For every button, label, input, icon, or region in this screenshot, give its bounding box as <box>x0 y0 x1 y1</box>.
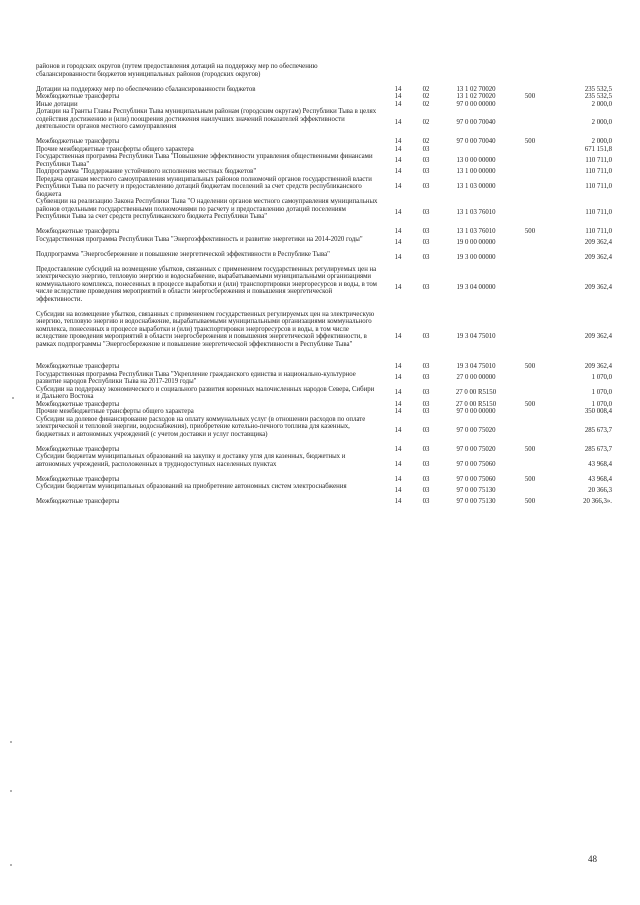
target-article-code: 97 0 00 75060 <box>456 460 496 468</box>
target-article-code: 19 0 00 00000 <box>456 239 496 247</box>
expense-type-code: 500 <box>524 498 536 505</box>
target-article-code: 19 3 04 75010 <box>456 363 496 370</box>
row-name: Межбюджетные трансферты <box>36 363 120 370</box>
amount: 285 673,7 <box>584 445 612 453</box>
section-code: 14 <box>394 498 402 505</box>
row-name: Субсидии бюджетам муниципальных образований на приобретение автономных систем электроснабжения <box>36 483 347 490</box>
section-code: 14 <box>394 145 402 153</box>
subsection-code: 02 <box>422 93 430 100</box>
page-number: 48 <box>588 854 597 864</box>
scan-speck <box>10 741 12 743</box>
section-code: 14 <box>394 445 402 453</box>
table-row <box>36 138 612 146</box>
subsection-code: 03 <box>422 254 430 262</box>
subsection-code: 03 <box>422 426 430 434</box>
subsection-code: 03 <box>422 228 430 235</box>
row-name: Субсидии на поддержку экономического и социального развития коренных малочисленных народов Севера, Сибири и Дальнего Востока <box>36 385 375 400</box>
subsection-code: 03 <box>422 156 430 164</box>
expense-type-code: 500 <box>524 400 536 408</box>
table-row <box>36 483 612 498</box>
subsection-code: 03 <box>422 239 430 247</box>
expense-type-code: 500 <box>524 138 536 145</box>
table-row <box>36 453 612 476</box>
target-article-code: 13 1 03 00000 <box>456 183 496 190</box>
subsection-code: 03 <box>422 145 430 153</box>
amount: 20 366,3 <box>588 486 612 494</box>
target-article-code: 13 1 00 00000 <box>456 168 496 175</box>
table-row <box>36 63 612 86</box>
target-article-code: 97 0 00 75020 <box>456 445 496 453</box>
row-name: Субвенции на реализацию Закона Республики Тыва "О наделении органов местного самоуправления муниципальных районов отдельными государственными полномочиями по расчету и предоставлению дотаций поселениям Республики Тыва за счет средств республиканского бюджета Республики Тыва" <box>36 198 378 220</box>
target-article-code: 13 0 00 00000 <box>456 156 496 164</box>
amount: 350 008,4 <box>584 408 612 415</box>
amount: 235 532,5 <box>584 85 612 93</box>
table-row <box>36 101 612 109</box>
target-article-code: 97 0 00 75130 <box>456 486 496 494</box>
target-article-code: 97 0 00 70040 <box>456 119 496 127</box>
row-name: Межбюджетные трансферты <box>36 400 120 408</box>
amount: 20 366,3». <box>583 498 612 505</box>
amount: 235 532,5 <box>584 93 612 100</box>
subsection-code: 03 <box>422 498 430 505</box>
subsection-code: 03 <box>422 460 430 468</box>
section-code: 14 <box>394 100 402 108</box>
subsection-code: 03 <box>422 475 430 483</box>
amount: 2 000,0 <box>591 138 612 145</box>
target-article-code: 27 0 00 R5150 <box>455 400 497 408</box>
amount: 209 362,4 <box>584 239 612 247</box>
row-name: Субсидии на возмещение убытков, связанных с применением государственных регулируемых цен на электрическую энергию, тепловую энергию и водоснабжение, вырабатываемыми муниципальными организациями коммунального комплекса, понесенных в процессе выработки и (или) транспортировки энергоресурсов и воды, в том числе вследствие проведения мероприятий в области энергосбережения и повышения энергетической эффективности, в рамках подпрограммы "Энергосбережение и повышение энергетической эффективности в Республике Тыва" <box>36 310 375 348</box>
amount: 2 000,0 <box>591 100 612 108</box>
table-row <box>36 498 612 506</box>
amount: 110 711,0 <box>585 183 612 190</box>
amount: 209 362,4 <box>584 254 612 262</box>
subsection-code: 03 <box>422 400 430 408</box>
table-row <box>36 476 612 484</box>
table-row <box>36 86 612 94</box>
section-code: 14 <box>394 93 402 100</box>
table-row <box>36 108 612 138</box>
row-name: Дотации на поддержку мер по обеспечению сбалансированности бюджетов <box>36 85 256 93</box>
table-row <box>36 236 612 251</box>
target-article-code: 19 3 04 75010 <box>456 333 496 340</box>
section-code: 14 <box>394 168 402 175</box>
section-code: 14 <box>394 138 402 145</box>
table-row <box>36 198 612 228</box>
section-code: 14 <box>394 426 402 434</box>
target-article-code: 97 0 00 00000 <box>456 100 496 108</box>
row-name: Субсидии бюджетам муниципальных образований на закупку и доставку угля для казенных, бюджетных и автономных учреждений, расположенных в труднодоступных населенных пунктах <box>36 453 346 468</box>
target-article-code: 97 0 00 75060 <box>456 475 496 483</box>
section-code: 14 <box>394 363 402 370</box>
row-name: Межбюджетные трансферты <box>36 93 120 100</box>
row-name: районов и городских округов (путем предоставления дотаций на поддержку мер по обеспечению сбалансированности бюджетов муниципальных районов (городских округов) <box>36 63 318 78</box>
section-code: 14 <box>394 374 402 382</box>
expense-type-code: 500 <box>524 228 536 235</box>
row-name: Подпрограмма "Энергосбережение и повышение энергетической эффективности в Республике Тыва" <box>36 250 330 258</box>
target-article-code: 97 0 00 00000 <box>456 408 496 415</box>
table-row <box>36 401 612 409</box>
row-name: Межбюджетные трансферты <box>36 498 120 505</box>
row-name: Межбюджетные трансферты <box>36 445 120 453</box>
expense-type-code: 500 <box>524 93 536 100</box>
row-name: Межбюджетные трансферты <box>36 475 120 483</box>
section-code: 14 <box>394 209 402 217</box>
table-row <box>36 146 612 154</box>
subsection-code: 03 <box>422 183 430 190</box>
target-article-code: 97 0 00 70040 <box>456 138 496 145</box>
subsection-code: 03 <box>422 333 430 340</box>
section-code: 14 <box>394 119 402 127</box>
row-name: Межбюджетные трансферты <box>36 138 120 145</box>
subsection-code: 03 <box>422 363 430 370</box>
section-code: 14 <box>394 254 402 262</box>
table-row <box>36 408 612 416</box>
subsection-code: 02 <box>422 119 430 127</box>
table-row <box>36 363 612 371</box>
amount: 43 968,4 <box>588 475 612 483</box>
section-code: 14 <box>394 239 402 247</box>
table-row <box>36 176 612 199</box>
scan-speck <box>10 864 12 866</box>
subsection-code: 02 <box>422 85 430 93</box>
row-name: Иные дотации <box>36 100 78 108</box>
section-code: 14 <box>394 228 402 235</box>
amount: 1 070,0 <box>591 400 612 408</box>
budget-table <box>36 63 612 506</box>
section-code: 14 <box>394 408 402 415</box>
expense-type-code: 500 <box>524 363 536 370</box>
target-article-code: 13 1 03 76010 <box>456 209 496 217</box>
subsection-code: 03 <box>422 209 430 217</box>
row-name: Передача органам местного самоуправления муниципальных районов полномочий органов государственной власти Республики Тыва по расчету и предоставлению дотаций бюджетам поселений за счет средств республиканского бюджета <box>36 175 372 198</box>
subsection-code: 03 <box>422 486 430 494</box>
amount: 209 362,4 <box>584 333 612 340</box>
subsection-code: 02 <box>422 138 430 145</box>
subsection-code: 03 <box>422 374 430 382</box>
subsection-code: 03 <box>422 408 430 415</box>
row-name: Прочие межбюджетные трансферты общего характера <box>36 145 194 153</box>
table-row <box>36 266 612 311</box>
amount: 43 968,4 <box>588 460 612 468</box>
row-name: Предоставление субсидий на возмещение убытков, связанных с применением государственных регулируемых цен на электрическую энергию, тепловую энергию и водоснабжение, вырабатываемыми муниципальными организациями коммунального комплекса, понесенных в процессе выработки и (или) транспортировки энергоресурсов и воды, в том числе вследствие проведения мероприятий в области энергосбережения и повышения энергетической эффективности. <box>36 265 377 303</box>
scan-speck <box>12 397 14 399</box>
row-name: Межбюджетные трансферты <box>36 228 120 235</box>
target-article-code: 27 0 00 00000 <box>456 374 496 382</box>
section-code: 14 <box>394 183 402 190</box>
section-code: 14 <box>394 475 402 483</box>
table-row <box>36 93 612 101</box>
target-article-code: 13 1 03 76010 <box>456 228 496 235</box>
target-article-code: 97 0 00 75130 <box>456 498 496 505</box>
table-row <box>36 168 612 176</box>
amount: 110 711,0 <box>585 228 612 235</box>
row-name: Прочие межбюджетные трансферты общего характера <box>36 408 194 415</box>
subsection-code: 03 <box>422 284 430 292</box>
amount: 110 711,0 <box>585 209 612 217</box>
amount: 1 070,0 <box>591 374 612 382</box>
subsection-code: 03 <box>422 389 430 397</box>
target-article-code: 19 3 04 00000 <box>456 284 496 292</box>
section-code: 14 <box>394 85 402 93</box>
amount: 2 000,0 <box>591 119 612 127</box>
row-name: Подпрограмма "Поддержание устойчивого исполнения местных бюджетов" <box>36 168 257 175</box>
amount: 209 362,4 <box>584 363 612 370</box>
section-code: 14 <box>394 284 402 292</box>
table-row <box>36 311 612 364</box>
subsection-code: 03 <box>422 168 430 175</box>
row-name: Государственная программа Республики Тыва "Укрепление гражданского единства и национально-культурное развитие народов Республики Тыва на 2017-2019 годы" <box>36 370 356 385</box>
row-name: Государственная программа Республики Тыва "Повышение эффективности управления общественными финансами Республики Тыва" <box>36 153 373 168</box>
expense-type-code: 500 <box>524 445 536 453</box>
table-row <box>36 153 612 168</box>
table-row <box>36 386 612 401</box>
section-code: 14 <box>394 156 402 164</box>
amount: 285 673,7 <box>584 426 612 434</box>
amount: 110 711,0 <box>585 168 612 175</box>
target-article-code: 27 0 00 R5150 <box>455 389 497 397</box>
subsection-code: 03 <box>422 445 430 453</box>
amount: 671 151,8 <box>584 145 612 153</box>
table-row <box>36 228 612 236</box>
section-code: 14 <box>394 333 402 340</box>
target-article-code: 19 3 00 00000 <box>456 254 496 262</box>
section-code: 14 <box>394 400 402 408</box>
table-row <box>36 251 612 266</box>
target-article-code: 13 1 02 70020 <box>456 93 496 100</box>
table-row <box>36 416 612 446</box>
amount: 1 070,0 <box>591 389 612 397</box>
target-article-code: 97 0 00 75020 <box>456 426 496 434</box>
row-name: Государственная программа Республики Тыва "Энергоэффективность и развитие энергетики на 2014-2020 годы" <box>36 235 363 243</box>
target-article-code: 13 1 02 70020 <box>456 85 496 93</box>
expense-type-code: 500 <box>524 475 536 483</box>
table-row <box>36 446 612 454</box>
table-row <box>36 371 612 386</box>
section-code: 14 <box>394 486 402 494</box>
amount: 209 362,4 <box>584 284 612 292</box>
scan-speck <box>10 790 12 792</box>
section-code: 14 <box>394 389 402 397</box>
row-name: Дотации на Гранты Главы Республики Тыва муниципальным районам (городским округам) Республики Тыва в целях содействия достижению и (или) поощрения достижения наилучших значений показателей эффективности деятельности органов местного самоуправления <box>36 108 377 130</box>
subsection-code: 02 <box>422 100 430 108</box>
row-name: Субсидии на долевое финансирование расходов на оплату коммунальных услуг (в отношении расходов по оплате электрической и тепловой энергии, водоснабжения), приобретение котельно-печного топлива для казенных, бюджетных и автономных учреждений (с учетом доставки и услуг поставщика) <box>36 415 366 438</box>
section-code: 14 <box>394 460 402 468</box>
amount: 110 711,0 <box>585 156 612 164</box>
